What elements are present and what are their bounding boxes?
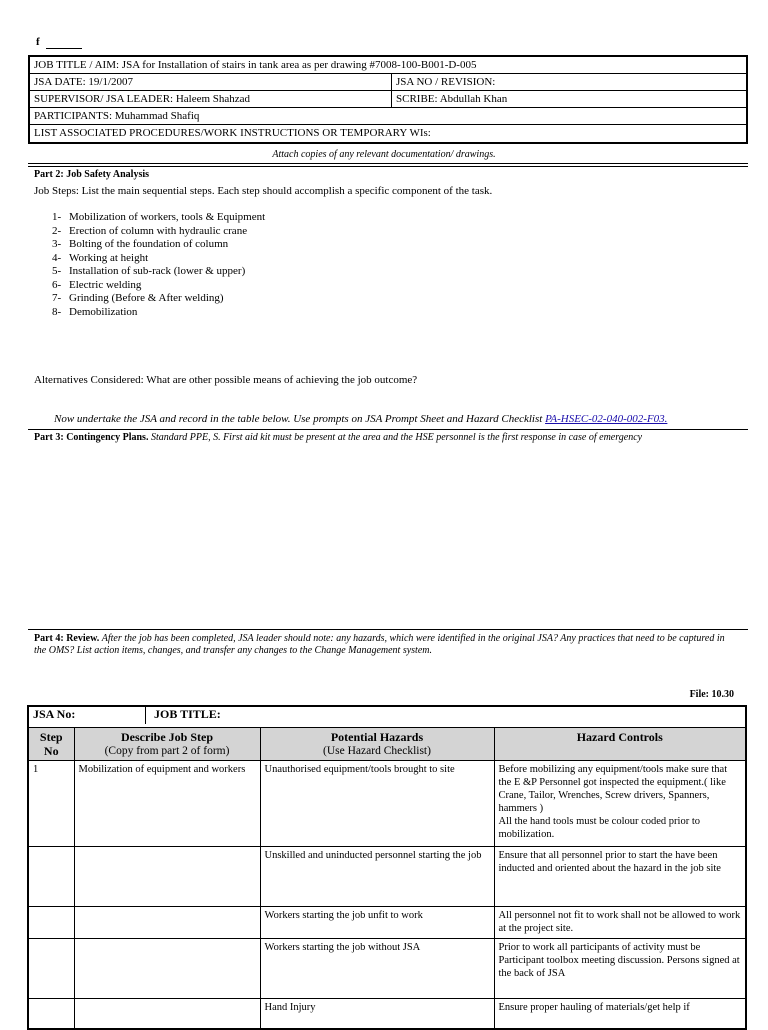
jsa-no-revision: JSA NO / REVISION: <box>396 76 496 88</box>
col-header-controls: Hazard Controls <box>494 728 746 761</box>
cell-hazard: Unauthorised equipment/tools brought to site <box>260 761 494 847</box>
list-item: 6- Electric welding <box>52 278 142 291</box>
cell-step <box>28 847 74 907</box>
table-row <box>28 761 746 847</box>
job-title: JOB TITLE / AIM: JSA for Installation of stairs in tank area as per drawing #7008-100-B001-D-005 <box>34 59 477 71</box>
cell-describe <box>74 847 260 907</box>
supervisor: SUPERVISOR/ JSA LEADER: Haleem Shahzad <box>30 91 392 107</box>
cell-step: 1 <box>28 761 74 847</box>
part3-title: Part 3: Contingency Plans. <box>34 432 149 443</box>
scribe: SCRIBE: Abdullah Khan <box>396 93 508 105</box>
cell-step <box>28 999 74 1029</box>
cell-control: Ensure proper hauling of materials/get help if <box>494 999 746 1029</box>
file-label: File: 10.30 <box>689 689 734 700</box>
divider-double <box>28 163 748 167</box>
cell-control: All personnel not fit to work shall not be allowed to work at the project site. <box>494 907 746 939</box>
header-row-date <box>30 74 746 91</box>
header-row-supervisor <box>30 91 746 108</box>
top-mark: f <box>36 36 82 49</box>
cell-describe <box>74 939 260 999</box>
alternatives-considered: Alternatives Considered: What are other possible means of achieving the job outcome? <box>34 374 418 386</box>
list-item: 8- Demobilization <box>52 305 138 318</box>
cell-hazard: Hand Injury <box>260 999 494 1029</box>
table-row <box>28 999 746 1029</box>
cell-step <box>28 907 74 939</box>
undertake-note: Now undertake the JSA and record in the table below. Use prompts on JSA Prompt Sheet and Hazard Checklist PA-HSEC-02-040-002-F03. <box>54 413 668 425</box>
list-item: 5- Installation of sub-rack (lower & upper) <box>52 265 246 277</box>
part3-section <box>34 432 734 444</box>
table-row <box>28 907 746 939</box>
cell-hazard: Unskilled and uninducted personnel starting the job <box>260 847 494 907</box>
job-steps-intro: Job Steps: List the main sequential steps. Each step should accomplish a specific component of the task. <box>34 185 493 197</box>
list-item: 7- Grinding (Before & After welding) <box>52 292 224 304</box>
cell-describe <box>74 907 260 939</box>
header-row-participants <box>30 108 746 125</box>
procedures: LIST ASSOCIATED PROCEDURES/WORK INSTRUCTIONS OR TEMPORARY WIs: <box>34 127 431 139</box>
participants: PARTICIPANTS: Muhammad Shafiq <box>34 110 200 122</box>
jsa-no-label: JSA No: <box>29 707 146 724</box>
part2-title: Part 2: Job Safety Analysis <box>34 169 149 180</box>
job-steps-list <box>52 211 265 319</box>
attach-note: Attach copies of any relevant documentation/ drawings. <box>272 149 496 160</box>
cell-control: Prior to work all participants of activity must be Participant toolbox meeting discussion. Persons signed at the back of JSA <box>494 939 746 999</box>
divider <box>28 429 748 430</box>
header-row-job-title <box>30 57 746 74</box>
cell-hazard: Workers starting the job without JSA <box>260 939 494 999</box>
col-header-hazards: Potential Hazards (Use Hazard Checklist) <box>260 728 494 761</box>
cell-step <box>28 939 74 999</box>
table-header-row <box>28 728 746 761</box>
part4-title: Part 4: Review. <box>34 633 100 644</box>
cell-hazard: Workers starting the job unfit to work <box>260 907 494 939</box>
col-header-describe: Describe Job Step (Copy from part 2 of form) <box>74 728 260 761</box>
list-item: 3- Bolting of the foundation of column <box>52 238 229 250</box>
jsa-table <box>27 705 747 1030</box>
table-row <box>28 847 746 907</box>
table-title-row <box>28 706 746 728</box>
hazard-checklist-link[interactable]: PA-HSEC-02-040-002-F03. <box>545 413 668 425</box>
list-item: 2- Erection of column with hydraulic crane <box>52 224 248 237</box>
part4-text: After the job has been completed, JSA leader should note: any hazards, which were identified in the original JSA? Any practices that need to be captured in the OMS? List action items, changes, and transfer any changes to the Change Management system. <box>34 633 725 656</box>
table-row <box>28 939 746 999</box>
cell-describe: Mobilization of equipment and workers <box>74 761 260 847</box>
cell-describe <box>74 999 260 1029</box>
jsa-header-box <box>28 55 748 144</box>
cell-control: Ensure that all personnel prior to start the have been inducted and oriented about the hazard in the job site <box>494 847 746 907</box>
job-title-label: JOB TITLE: <box>154 707 221 721</box>
divider <box>28 629 748 630</box>
jsa-date: JSA DATE: 19/1/2007 <box>30 74 392 90</box>
col-header-step: Step No <box>28 728 74 761</box>
list-item: 4- Working at height <box>52 251 149 264</box>
header-row-procedures <box>30 125 746 142</box>
part3-text: Standard PPE, S. First aid kit must be present at the area and the HSE personnel is the first response in case of emergency <box>150 432 643 443</box>
cell-control: Before mobilizing any equipment/tools make sure that the E &P Personnel got inspected the equipment.( like Crane, Tailor, Wrenches, Screw drivers, Spanners, hammers ) All the hand tools must be colour coded prior to mobilization. <box>494 761 746 847</box>
list-item: 1- Mobilization of workers, tools & Equipment <box>52 211 266 223</box>
part4-section <box>34 633 739 657</box>
